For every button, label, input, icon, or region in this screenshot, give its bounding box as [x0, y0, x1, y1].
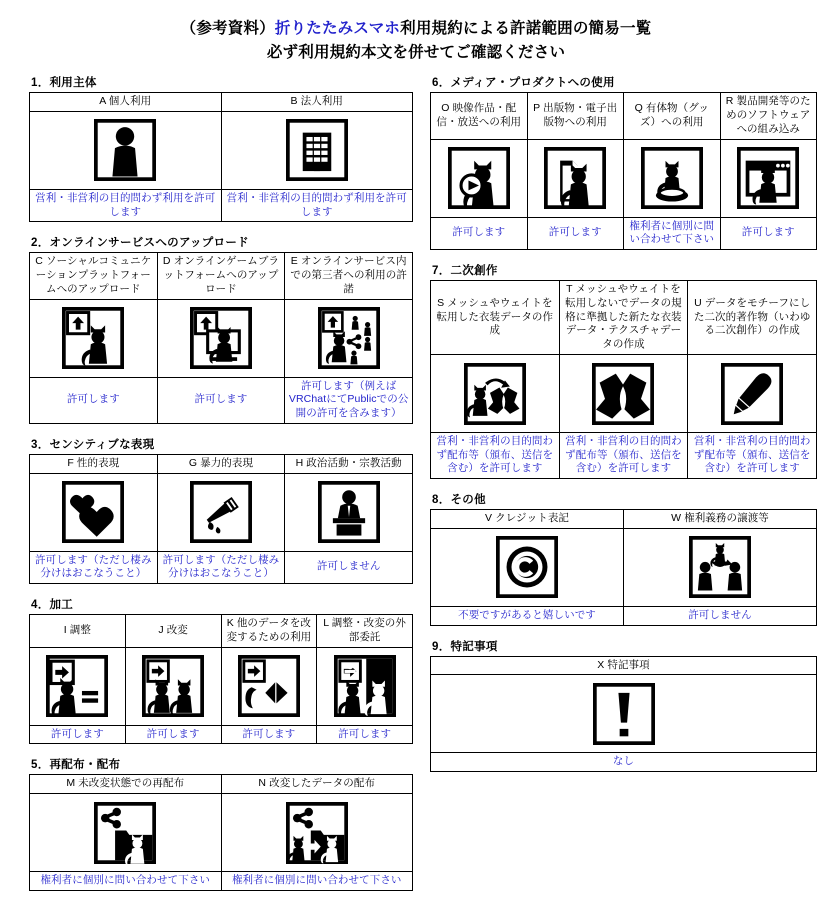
- item-answer-K: 許可します: [221, 725, 317, 744]
- item-icon-cell-G: [157, 473, 285, 551]
- share-folder-cat-icon: [94, 802, 156, 864]
- page-title: [0, 0, 832, 65]
- item-answer-L: 許可します: [317, 725, 413, 744]
- title-line-1: [0, 17, 832, 41]
- content-columns: [0, 65, 832, 903]
- item-header-R: R 製品開発等のためのソフトウェアへの組み込み: [720, 93, 817, 140]
- title-prefix: （参考資料）: [180, 20, 275, 37]
- item-answer-V: 不要ですがあると嬉しいです: [431, 606, 624, 625]
- table-icon-row: [30, 473, 413, 551]
- table-icon-row: [431, 528, 817, 606]
- arrow-cat-cat-icon: [142, 655, 204, 717]
- copyright-icon: [496, 536, 558, 598]
- item-icon-cell-I: [30, 647, 126, 725]
- table-icon-row: [30, 111, 413, 189]
- table-icon-row: [30, 794, 413, 872]
- item-header-A: A 個人利用: [30, 93, 222, 112]
- item-icon-cell-B: [221, 111, 413, 189]
- table-header-row: [30, 775, 413, 794]
- item-icon-cell-Q: [624, 139, 721, 217]
- exclamation-icon: [593, 683, 655, 745]
- table-answer-row: [431, 217, 817, 249]
- item-icon-cell-W: [624, 528, 817, 606]
- section-title: 5．再配布・配布: [31, 759, 121, 772]
- item-answer-F: 許可します（ただし棲み分けはおこなうこと）: [30, 551, 158, 583]
- item-answer-C: 許可します: [30, 377, 158, 423]
- title-line-2: 必ず利用規約本文を併せてご確認ください: [266, 44, 566, 62]
- item-header-X: X 特記事項: [431, 656, 817, 675]
- item-icon-cell-H: [285, 473, 413, 551]
- item-header-Q: Q 有体物（グッズ）への利用: [624, 93, 721, 140]
- item-icon-cell-C: [30, 299, 158, 377]
- permission-table: [29, 92, 413, 222]
- item-answer-I: 許可します: [30, 725, 126, 744]
- item-answer-A: 営利・非営利の目的問わず利用を許可します: [30, 189, 222, 221]
- right-column: [430, 74, 817, 784]
- item-answer-D: 許可します: [157, 377, 285, 423]
- table-icon-row: [30, 299, 413, 377]
- item-header-J: J 改変: [125, 614, 221, 647]
- upload-cat-icon: [62, 307, 124, 369]
- item-icon-cell-D: [157, 299, 285, 377]
- section-title: 7．二次創作: [432, 264, 498, 277]
- item-icon-cell-U: [688, 355, 817, 433]
- section-title: 1．利用主体: [31, 77, 97, 90]
- table-answer-row: [431, 606, 817, 625]
- item-answer-G: 許可します（ただし棲み分けはおこなうこと）: [157, 551, 285, 583]
- section-9: [430, 638, 817, 773]
- item-icon-cell-F: [30, 473, 158, 551]
- permission-table: [29, 454, 413, 584]
- item-header-C: C ソーシャルコミュニケーションプラットフォームへのアップロード: [30, 253, 158, 300]
- item-icon-cell-V: [431, 528, 624, 606]
- cloth-icon: [592, 363, 654, 425]
- item-answer-M: 権利者に個別に問い合わせて下さい: [30, 872, 222, 891]
- section-title: 8．その他: [432, 494, 486, 507]
- permission-table: [430, 509, 817, 626]
- item-icon-cell-R: [720, 139, 817, 217]
- section-title: 6．メディア・プロダクトへの使用: [432, 77, 615, 90]
- transfer-cat-icon: [689, 536, 751, 598]
- item-icon-cell-O: [431, 139, 528, 217]
- table-header-row: [30, 93, 413, 112]
- section-title: 9．特記事項: [432, 640, 498, 653]
- item-header-K: K 他のデータを改変するための利用: [221, 614, 317, 647]
- item-icon-cell-L: [317, 647, 413, 725]
- item-icon-cell-M: [30, 794, 222, 872]
- table-answer-row: [30, 872, 413, 891]
- item-answer-W: 許可しません: [624, 606, 817, 625]
- table-header-row: [30, 614, 413, 647]
- table-icon-row: [431, 355, 817, 433]
- table-answer-row: [431, 753, 817, 772]
- table-header-row: [30, 454, 413, 473]
- item-answer-J: 許可します: [125, 725, 221, 744]
- cat-to-cloth-icon: [464, 363, 526, 425]
- item-header-E: E オンラインサービス内での第三者への利用の許諾: [285, 253, 413, 300]
- permission-table: [430, 656, 817, 773]
- item-answer-S: 営利・非営利の目的問わず配布等（頒布、送信を含む）を許可します: [431, 433, 560, 479]
- share-folder-modified-cat-icon: [286, 802, 348, 864]
- item-answer-U: 営利・非営利の目的問わず配布等（頒布、送信を含む）を許可します: [688, 433, 817, 479]
- section-8: [430, 491, 817, 626]
- item-header-B: B 法人利用: [221, 93, 413, 112]
- item-answer-H: 許可しません: [285, 551, 413, 583]
- table-answer-row: [30, 551, 413, 583]
- section-4: [29, 596, 413, 744]
- hearts-icon: [62, 481, 124, 543]
- arrow-cat-ribbon-icon: [238, 655, 300, 717]
- item-answer-E: 許可します（例えばVRChatにてPublicでの公開の許可を含みます）: [285, 377, 413, 423]
- app-window-cat-icon: [737, 147, 799, 209]
- item-answer-B: 営利・非営利の目的問わず利用を許可します: [221, 189, 413, 221]
- item-header-M: M 未改変状態での再配布: [30, 775, 222, 794]
- item-icon-cell-T: [559, 355, 688, 433]
- section-2: [29, 234, 413, 424]
- table-answer-row: [30, 725, 413, 744]
- arrow-cat-equals-icon: [46, 655, 108, 717]
- table-answer-row: [30, 189, 413, 221]
- knife-icon: [190, 481, 252, 543]
- item-header-O: O 映像作品・配信・放送への利用: [431, 93, 528, 140]
- item-icon-cell-N: [221, 794, 413, 872]
- item-header-D: D オンラインゲームブラットフォームへのアップロード: [157, 253, 285, 300]
- item-icon-cell-P: [527, 139, 624, 217]
- table-header-row: [431, 510, 817, 529]
- title-highlight: 折りたたみスマホ: [274, 20, 401, 37]
- permission-table: [430, 280, 817, 479]
- left-column: [29, 74, 413, 903]
- section-6: [430, 74, 817, 250]
- item-icon-cell-A: [30, 111, 222, 189]
- table-answer-row: [431, 433, 817, 479]
- table-icon-row: [431, 675, 817, 753]
- item-answer-Q: 権利者に個別に問い合わせて下さい: [624, 217, 721, 249]
- person-icon: [94, 119, 156, 181]
- permission-table: [29, 774, 413, 891]
- item-answer-N: 権利者に個別に問い合わせて下さい: [221, 872, 413, 891]
- item-answer-T: 営利・非営利の目的問わず配布等（頒布、送信を含む）を許可します: [559, 433, 688, 479]
- video-play-cat-icon: [448, 147, 510, 209]
- item-header-P: P 出版物・電子出版物への利用: [527, 93, 624, 140]
- item-icon-cell-X: [431, 675, 817, 753]
- table-header-row: [431, 93, 817, 140]
- item-icon-cell-S: [431, 355, 560, 433]
- table-header-row: [30, 253, 413, 300]
- item-header-V: V クレジット表記: [431, 510, 624, 529]
- section-title: 2．オンラインサービスへのアップロード: [31, 237, 249, 250]
- item-icon-cell-J: [125, 647, 221, 725]
- section-title: 3．センシティブな表現: [31, 438, 155, 451]
- item-answer-O: 許可します: [431, 217, 528, 249]
- upload-cat-share-icon: [318, 307, 380, 369]
- item-header-H: H 政治活動・宗教活動: [285, 454, 413, 473]
- building-icon: [286, 119, 348, 181]
- section-7: [430, 262, 817, 479]
- item-header-U: U データをモチーフにした二次的著作物（いわゆる二次創作）の作成: [688, 280, 817, 354]
- table-answer-row: [30, 377, 413, 423]
- permission-table: [29, 252, 413, 424]
- item-answer-P: 許可します: [527, 217, 624, 249]
- section-1: [29, 74, 413, 222]
- section-5: [29, 756, 413, 891]
- permission-table: [29, 614, 413, 744]
- table-header-row: [431, 280, 817, 354]
- item-header-I: I 調整: [30, 614, 126, 647]
- table-header-row: [431, 656, 817, 675]
- podium-speaker-icon: [318, 481, 380, 543]
- item-icon-cell-K: [221, 647, 317, 725]
- item-header-T: T メッシュやウェイトを転用しないでデータの規格に準拠した新たな衣装データ・テクスチャデータの作成: [559, 280, 688, 354]
- item-header-F: F 性的表現: [30, 454, 158, 473]
- title-suffix: 利用規約による許諾範囲の簡易一覧: [400, 20, 652, 37]
- item-icon-cell-E: [285, 299, 413, 377]
- section-3: [29, 436, 413, 584]
- item-answer-R: 許可します: [720, 217, 817, 249]
- item-header-W: W 権利義務の譲渡等: [624, 510, 817, 529]
- document-cat-icon: [544, 147, 606, 209]
- item-header-N: N 改変したデータの配布: [221, 775, 413, 794]
- item-header-L: L 調整・改変の外部委託: [317, 614, 413, 647]
- permission-table: [430, 92, 817, 250]
- table-icon-row: [30, 647, 413, 725]
- table-icon-row: [431, 139, 817, 217]
- figurine-cat-icon: [641, 147, 703, 209]
- outsource-cat-icon: [334, 655, 396, 717]
- upload-cat-monitor-icon: [190, 307, 252, 369]
- paintbrush-icon: [721, 363, 783, 425]
- item-header-S: S メッシュやウェイトを転用した衣装データの作成: [431, 280, 560, 354]
- section-title: 4．加工: [31, 598, 74, 611]
- item-header-G: G 暴力的表現: [157, 454, 285, 473]
- item-answer-X: なし: [431, 753, 817, 772]
